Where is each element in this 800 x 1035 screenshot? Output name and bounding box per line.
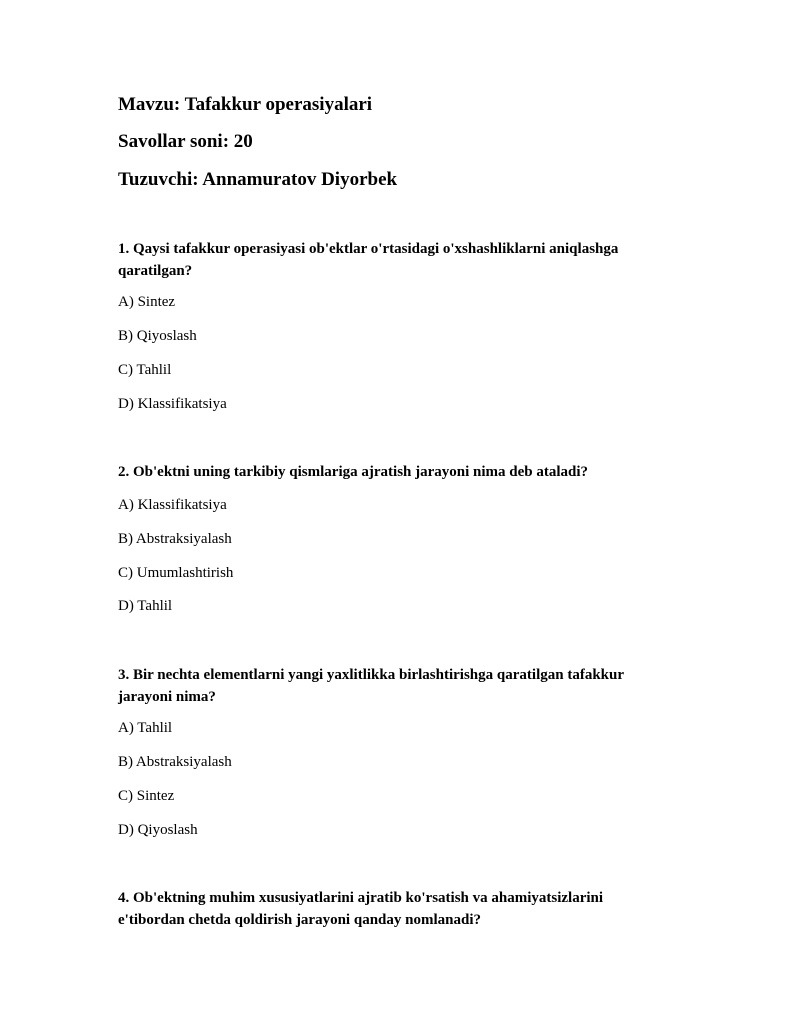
question-3-option-c: C) Sintez [118, 788, 175, 804]
question-4: 4. Ob'ektning muhim xususiyatlarini ajratib ko'rsatish va ahamiyatsizlarini e'tibordan chetda qoldirish jarayoni qanday nomlanadi? [118, 890, 604, 928]
question-2-option-a: A) Klassifikatsiya [118, 497, 227, 513]
question-2-option-d: D) Tahlil [118, 598, 173, 614]
topic-heading: Mavzu: Tafakkur operasiyalari [118, 94, 373, 115]
question-3-option-b: B) Abstraksiyalash [118, 754, 232, 770]
question-1-option-a: A) Sintez [118, 294, 176, 310]
question-2: 2. Ob'ektni uning tarkibiy qismlariga ajratish jarayoni nima deb ataladi? [118, 464, 589, 480]
question-3-option-a: A) Tahlil [118, 720, 173, 736]
question-3: 3. Bir nechta elementlarni yangi yaxlitlikka birlashtirishga qaratilgan tafakkur jarayoni nima? [118, 667, 624, 705]
question-count: Savollar soni: 20 [118, 131, 253, 152]
question-1-option-b: B) Qiyoslash [118, 328, 197, 344]
question-1-option-d: D) Klassifikatsiya [118, 396, 227, 412]
question-2-option-c: C) Umumlashtirish [118, 565, 234, 581]
question-2-option-b: B) Abstraksiyalash [118, 531, 232, 547]
question-1-option-c: C) Tahlil [118, 362, 172, 378]
author-line: Tuzuvchi: Annamuratov Diyorbek [118, 169, 398, 190]
question-1: 1. Qaysi tafakkur operasiyasi ob'ektlar o'rtasidagi o'xshashliklarni aniqlashga qaratilgan? [118, 241, 619, 279]
question-3-option-d: D) Qiyoslash [118, 822, 198, 838]
